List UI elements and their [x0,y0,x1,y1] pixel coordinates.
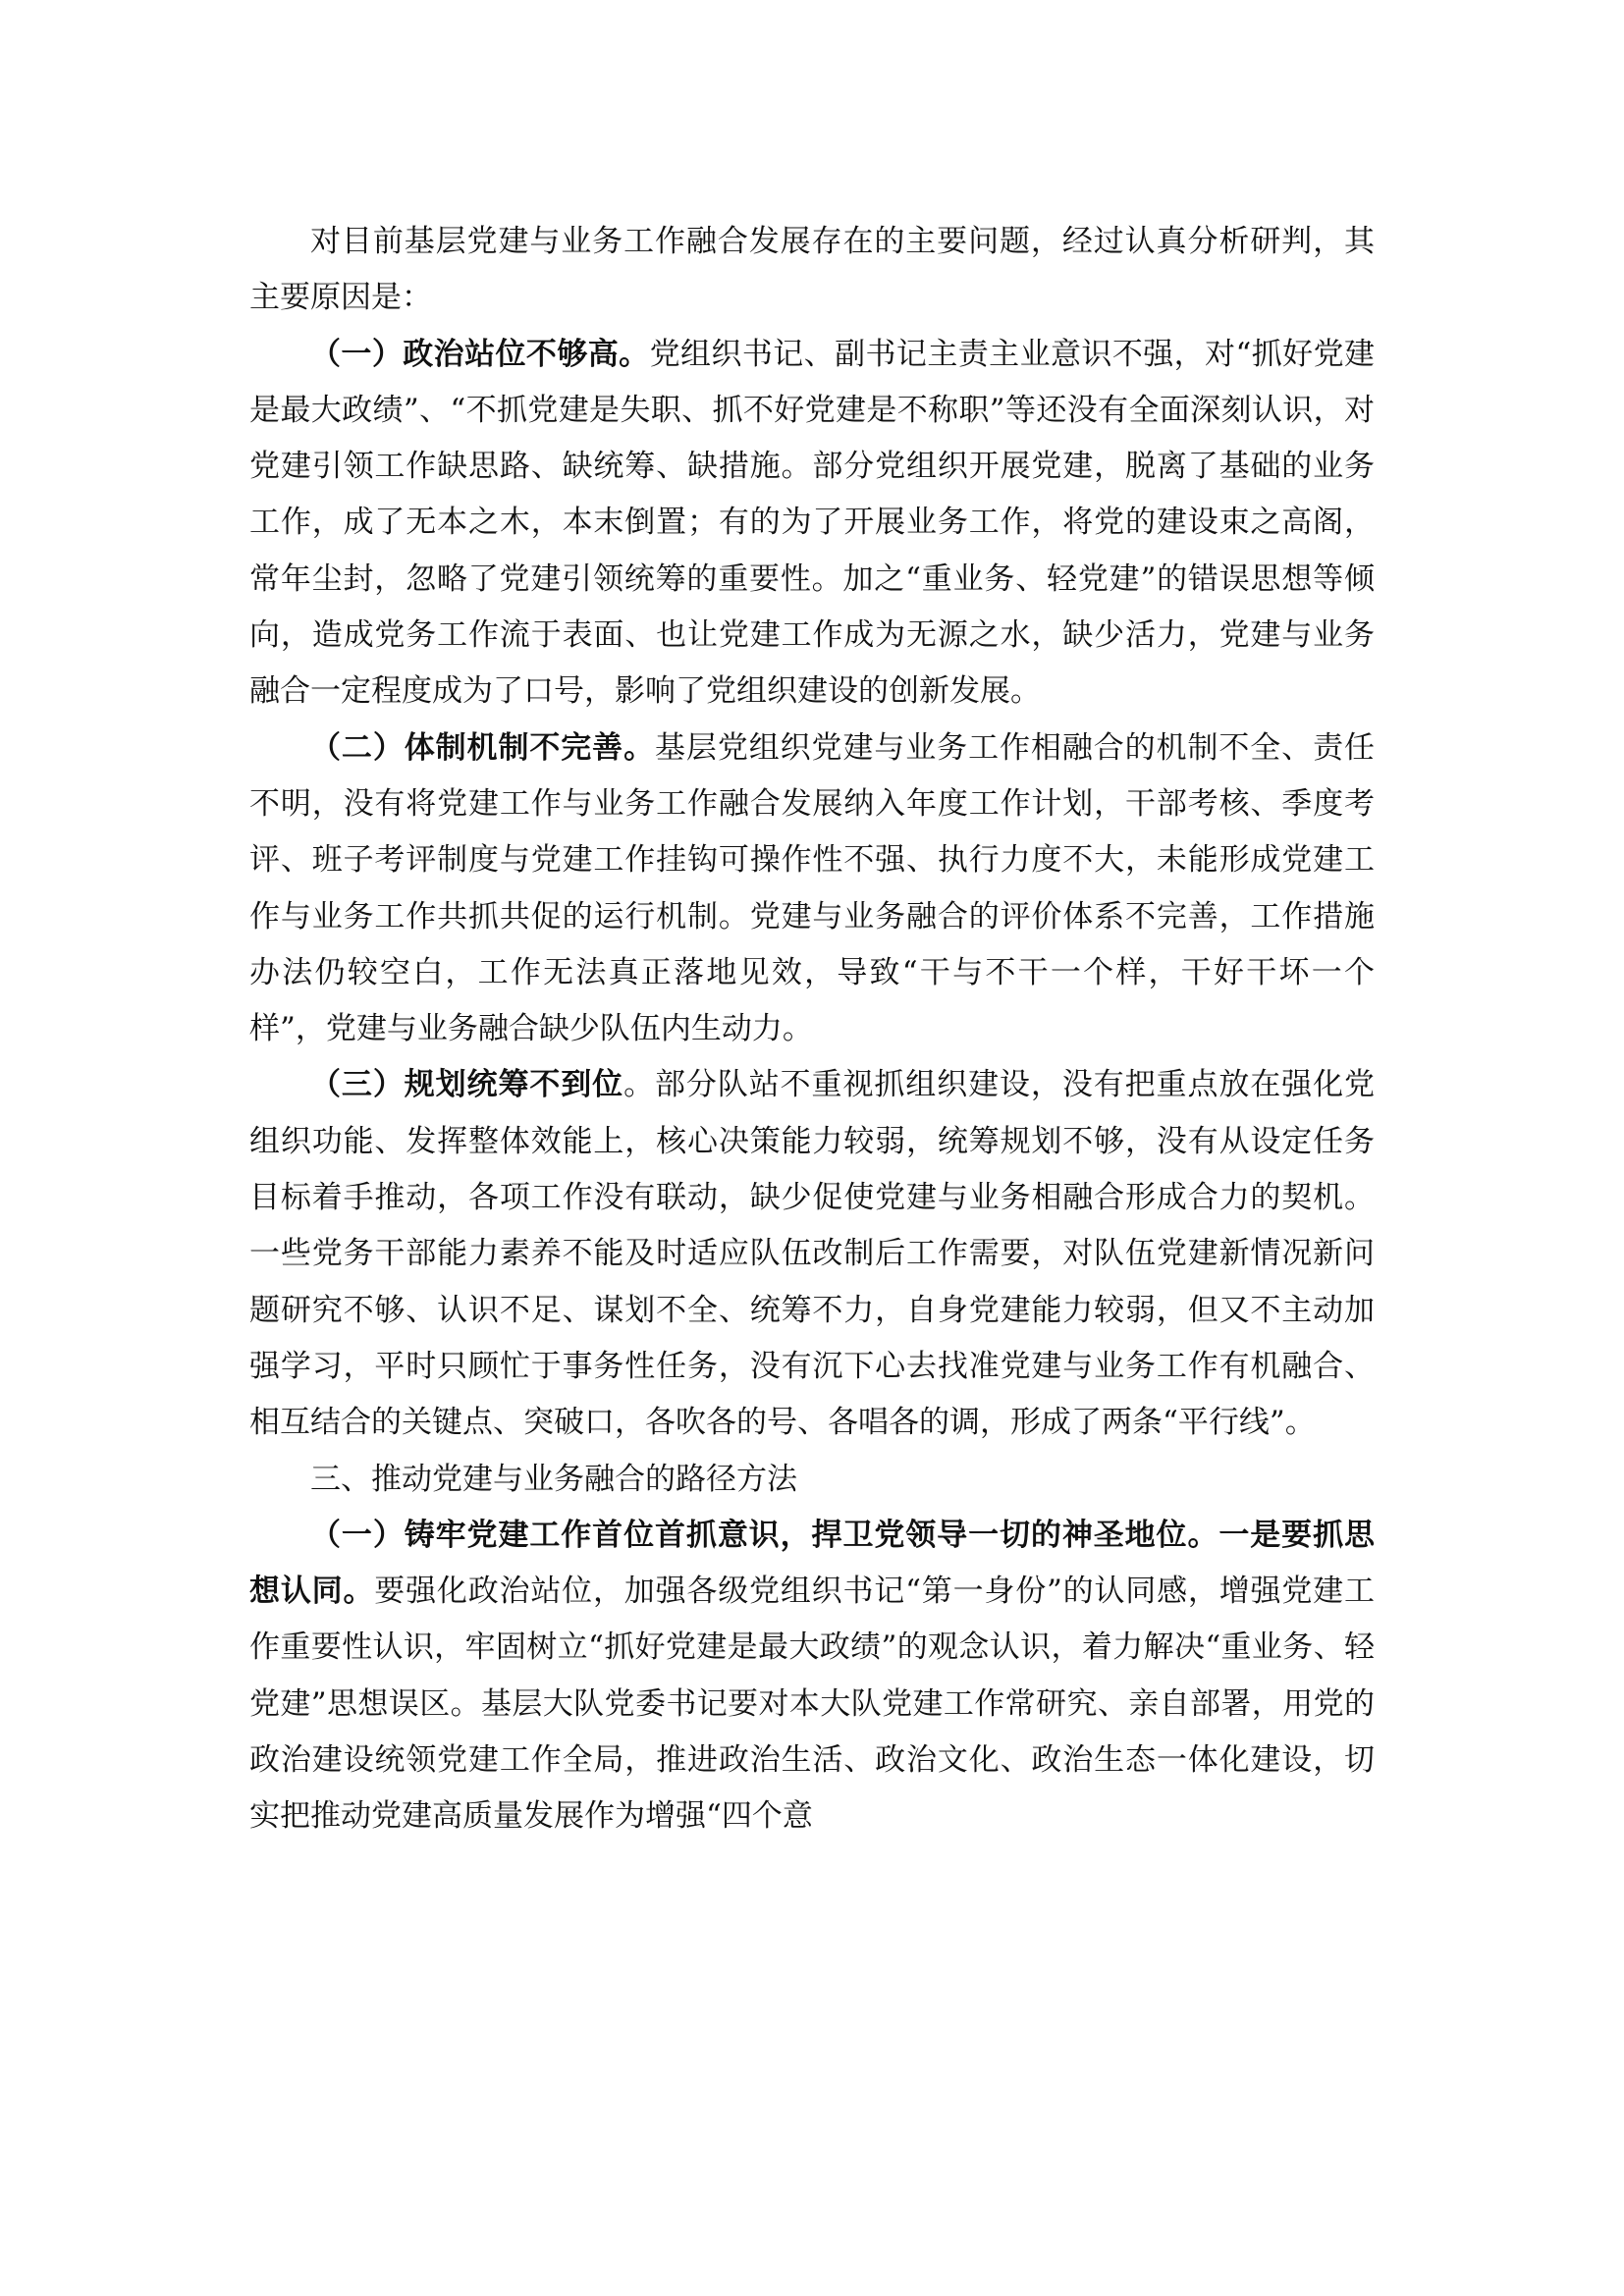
section-heading-text: 三、推动党建与业务融合的路径方法 [310,1461,797,1497]
paragraph-intro [249,214,1375,327]
document-body [249,214,1375,1845]
paragraph-lead-heading: （二）体制机制不完善。 [310,729,655,766]
paragraph-text: 要强化政治站位，加强各级党组织书记“第一身份”的认同感，增强党建工作重要性认识，牢固树立“抓好党建是最大政绩”的观念认识，着力解决“重业务、轻党建”思想误区。基层大队党委书记要对本大队党建工作常研究、亲自部署，用党的政治建设统领党建工作全局，推进政治生活、政治文化、政治生态一体化建设，切实把推动党建高质量发展作为增强“四个意 [249,1574,1376,1835]
paragraph-reason-planning [249,1057,1375,1451]
paragraph-lead-heading: （一）铸牢党建工作首位首抓意识，捍卫党领导一切的神圣地位。一是要抓思想认同。 [249,1517,1375,1610]
paragraph-text: 对目前基层党建与业务工作融合发展存在的主要问题，经过认真分析研判，其主要原因是： [249,224,1375,316]
paragraph-text: 党组织书记、副书记主责主业意识不强，对“抓好党建是最大政绩”、“不抓党建是失职、抓不好党建是不称职”等还没有全面深刻认识，对党建引领工作缺思路、缺统筹、缺措施。部分党组织开展党建，脱离了基础的业务工作，成了无本之木，本末倒置；有的为了开展业务工作，将党的建设束之高阁，常年尘封，忽略了党建引领统筹的重要性。加之“重业务、轻党建”的错误思想等倾向，造成党务工作流于表面、也让党建工作成为无源之水，缺少活力，党建与业务融合一定程度成为了口号，影响了党组织建设的创新发展。 [249,336,1375,710]
section-heading [249,1452,1375,1508]
paragraph-text: 。部分队站不重视抓组织建设，没有把重点放在强化党组织功能、发挥整体效能上，核心决策能力较弱，统筹规划不够，没有从设定任务目标着手推动，各项工作没有联动，缺少促使党建与业务相融合形成合力的契机。一些党务干部能力素养不能及时适应队伍改制后工作需要，对队伍党建新情况新问题研究不够、认识不足、谋划不全、统筹不力，自身党建能力较弱，但又不主动加强学习，平时只顾忙于事务性任务，没有沉下心去找准党建与业务工作有机融合、相互结合的关键点、突破口，各吹各的号、各唱各的调，形成了两条“平行线”。 [249,1067,1376,1441]
paragraph-reason-mechanism [249,721,1375,1058]
paragraph-lead-heading: （一）政治站位不够高。 [310,336,650,372]
paragraph-text: 基层党组织党建与业务工作相融合的机制不全、责任不明，没有将党建工作与业务工作融合发展纳入年度工作计划，干部考核、季度考评、班子考评制度与党建工作挂钩可操作性不强、执行力度不大，未能形成党建工作与业务工作共抓共促的运行机制。党建与业务融合的评价体系不完善，工作措施办法仍较空白，工作无法真正落地见效，导致“干与不干一个样，干好干坏一个样”，党建与业务融合缺少队伍内生动力。 [249,729,1375,1047]
paragraph-lead-heading: （三）规划统筹不到位 [310,1067,624,1103]
paragraph-reason-political-stance [249,327,1375,721]
paragraph-path-first [249,1508,1375,1845]
